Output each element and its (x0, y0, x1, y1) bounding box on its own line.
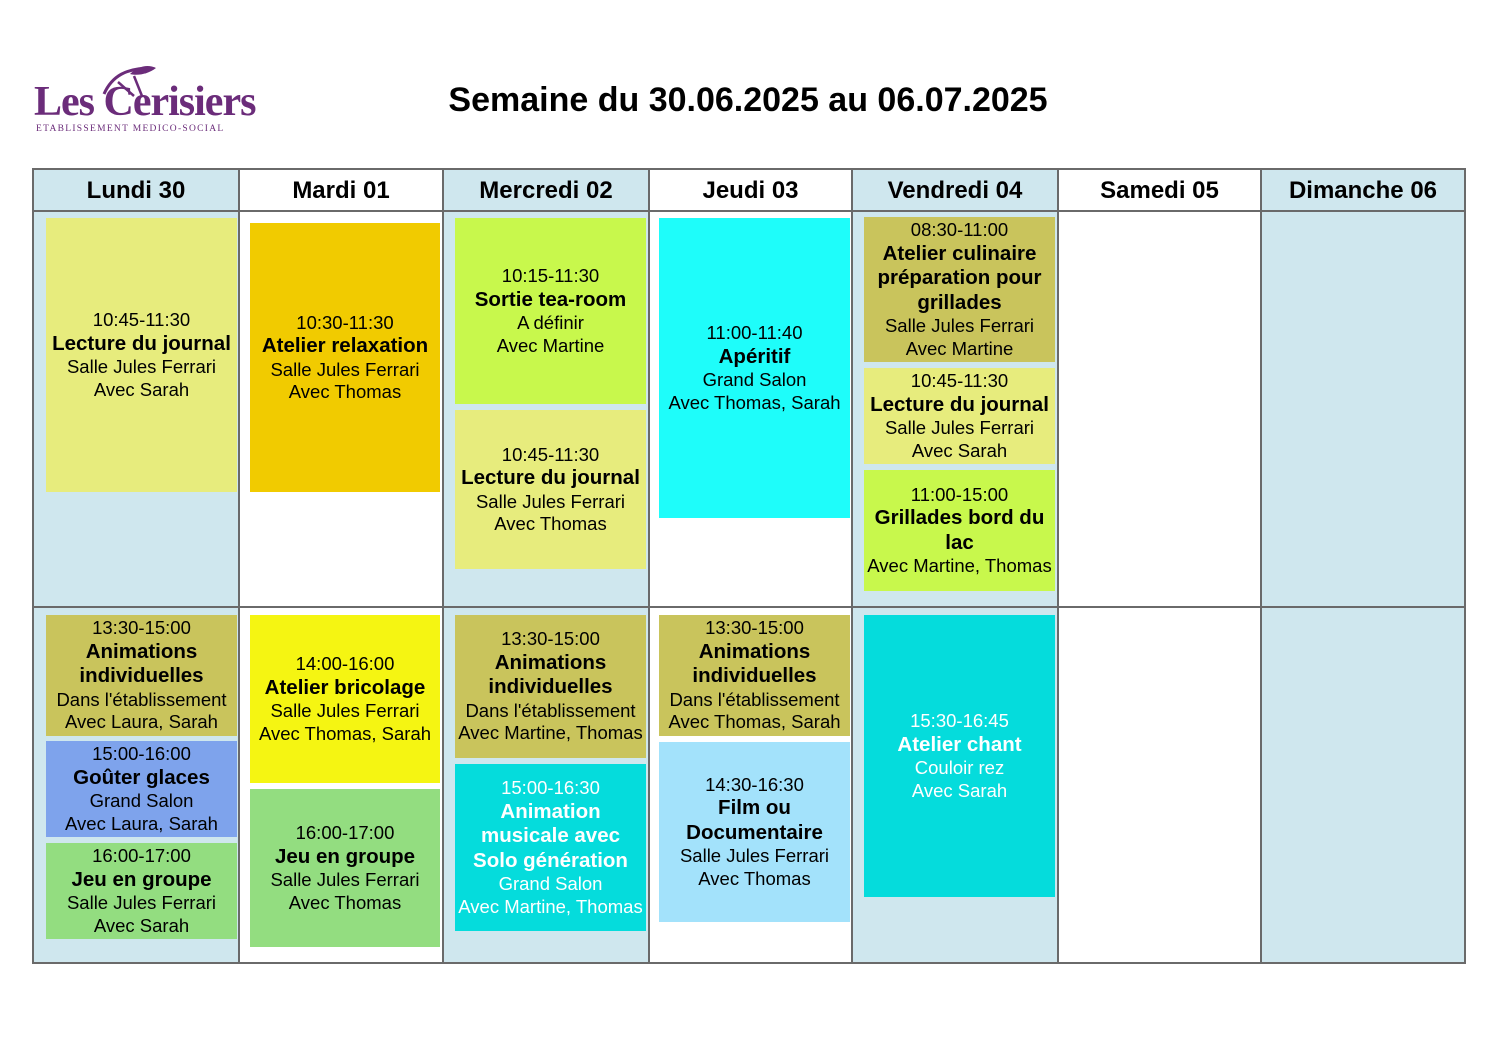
event-card[interactable] (455, 410, 646, 569)
event-time: 14:30-16:30 (705, 773, 804, 795)
day-header-jeudi: Jeudi 03 (650, 170, 851, 210)
event-card[interactable] (864, 470, 1055, 591)
page-title: Semaine du 30.06.2025 au 06.07.2025 (448, 81, 1048, 119)
day-header-samedi: Samedi 05 (1059, 170, 1260, 210)
day-header-vendredi: Vendredi 04 (887, 177, 1023, 204)
event-location: Salle Jules Ferrari (884, 417, 1035, 438)
event-title: Lecture du journal (870, 392, 1049, 416)
event-time: 15:30-16:45 (910, 710, 1009, 731)
event-location: Salle Jules Ferrari (66, 356, 217, 377)
event-card[interactable] (659, 218, 850, 518)
event-staff: Avec Thomas (288, 381, 402, 402)
logo-subtitle: ETABLISSEMENT MEDICO-SOCIAL (36, 124, 225, 134)
event-title: Animations individuelles (488, 650, 613, 699)
event-card[interactable] (250, 789, 440, 947)
grid-divider (1057, 170, 1059, 962)
event-staff: Avec Martine, Thomas (867, 555, 1052, 576)
logo (34, 62, 256, 138)
event-location: Salle Jules Ferrari (270, 358, 420, 380)
event-location: Salle Jules Ferrari (679, 845, 830, 867)
event-title: Animations individuelles (692, 639, 817, 688)
schedule-grid (32, 168, 1466, 964)
column-bg-dimanche (1262, 170, 1464, 962)
event-staff: Avec Thomas, Sarah (668, 391, 841, 413)
event-location: Salle Jules Ferrari (884, 315, 1035, 336)
day-header-lundi: Lundi 30 (86, 177, 186, 204)
event-title: Atelier chant (897, 732, 1022, 756)
event-card[interactable] (250, 223, 440, 492)
event-staff: Avec Laura, Sarah (65, 711, 218, 733)
event-time: 10:45-11:30 (501, 443, 600, 465)
day-header-mardi: Mardi 01 (240, 170, 442, 210)
event-time: 16:00-17:00 (92, 845, 191, 866)
event-card[interactable] (455, 218, 646, 404)
event-title: Lecture du journal (461, 466, 640, 489)
event-title: Atelier bricolage (264, 675, 426, 699)
event-staff: Avec Laura, Sarah (65, 812, 218, 834)
event-staff: Avec Martine (905, 337, 1014, 359)
event-card[interactable] (455, 615, 646, 758)
event-staff: Avec Sarah (93, 914, 190, 936)
grid-divider (34, 210, 1464, 212)
event-staff: Avec Sarah (911, 779, 1008, 801)
event-card[interactable] (46, 843, 237, 939)
event-title: Film ou Documentaire (686, 796, 823, 844)
event-location: A définir (517, 312, 584, 333)
event-location: Dans l'établissement (669, 688, 840, 710)
event-location: Salle Jules Ferrari (270, 869, 420, 890)
event-time: 10:45-11:30 (92, 309, 191, 330)
event-staff: Avec Sarah (93, 378, 190, 400)
event-time: 13:30-15:00 (501, 628, 600, 650)
event-staff: Avec Sarah (911, 439, 1008, 461)
event-card[interactable] (864, 368, 1055, 464)
event-time: 10:30-11:30 (296, 311, 394, 333)
day-header-mercredi: Mercredi 02 (479, 177, 613, 204)
event-staff: Avec Thomas (288, 891, 402, 913)
event-time: 13:30-15:00 (92, 617, 191, 639)
event-location: Dans l'établissement (465, 699, 636, 721)
event-title: Jeu en groupe (274, 844, 416, 868)
event-staff: Avec Martine, Thomas (458, 722, 643, 744)
grid-divider (1260, 170, 1262, 962)
event-staff: Avec Thomas (494, 513, 607, 534)
event-time: 15:00-16:00 (92, 743, 191, 764)
event-card[interactable] (250, 615, 440, 783)
event-staff: Avec Martine, Thomas (458, 895, 643, 917)
grid-divider (851, 170, 853, 962)
event-card[interactable] (455, 764, 646, 931)
event-card[interactable] (46, 741, 237, 837)
event-card[interactable] (659, 615, 850, 736)
event-location: Salle Jules Ferrari (475, 490, 626, 512)
event-location: Salle Jules Ferrari (270, 700, 420, 721)
event-staff: Avec Thomas (698, 867, 811, 889)
event-time: 11:00-15:00 (910, 483, 1009, 505)
event-card[interactable] (659, 742, 850, 922)
event-location: Dans l'établissement (56, 688, 227, 710)
event-location: Grand Salon (89, 790, 194, 811)
event-title: Animations individuelles (79, 639, 204, 688)
event-location: Grand Salon (702, 369, 807, 390)
grid-divider (238, 170, 240, 962)
day-header-dimanche: Dimanche 06 (1288, 177, 1438, 204)
event-card[interactable] (46, 615, 237, 736)
event-time: 15:00-16:30 (501, 777, 600, 798)
event-title: Sortie tea-room (474, 287, 627, 311)
grid-divider (442, 170, 444, 962)
event-time: 13:30-15:00 (705, 617, 804, 639)
event-staff: Avec Thomas, Sarah (258, 722, 432, 744)
event-title: Grillades bord du lac (874, 506, 1045, 554)
event-title: Lecture du journal (52, 331, 231, 355)
event-card[interactable] (864, 217, 1055, 362)
event-location: Salle Jules Ferrari (66, 892, 217, 913)
event-title: Goûter glaces (73, 765, 210, 789)
event-card[interactable] (46, 218, 237, 492)
event-title: Jeu en groupe (71, 867, 212, 891)
grid-divider (648, 170, 650, 962)
event-staff: Avec Thomas, Sarah (668, 711, 841, 733)
event-time: 10:45-11:30 (910, 370, 1009, 391)
event-location: Grand Salon (498, 873, 603, 894)
event-title: Atelier culinaire préparation pour grillades (877, 241, 1042, 314)
event-time: 10:15-11:30 (501, 265, 600, 286)
event-title: Animation musicale avec Solo génération (473, 799, 628, 872)
event-time: 16:00-17:00 (295, 822, 395, 843)
event-staff: Avec Martine (496, 334, 605, 356)
event-location: Couloir rez (914, 757, 1005, 778)
event-title: Apéritif (718, 344, 791, 368)
event-title: Atelier relaxation (261, 334, 429, 357)
grid-divider (34, 606, 1464, 608)
event-time: 14:00-16:00 (295, 653, 395, 674)
event-time: 08:30-11:00 (910, 219, 1009, 240)
event-card[interactable] (864, 615, 1055, 897)
event-time: 11:00-11:40 (706, 322, 803, 343)
logo-wordmark: Les Cerisiers (34, 79, 256, 125)
